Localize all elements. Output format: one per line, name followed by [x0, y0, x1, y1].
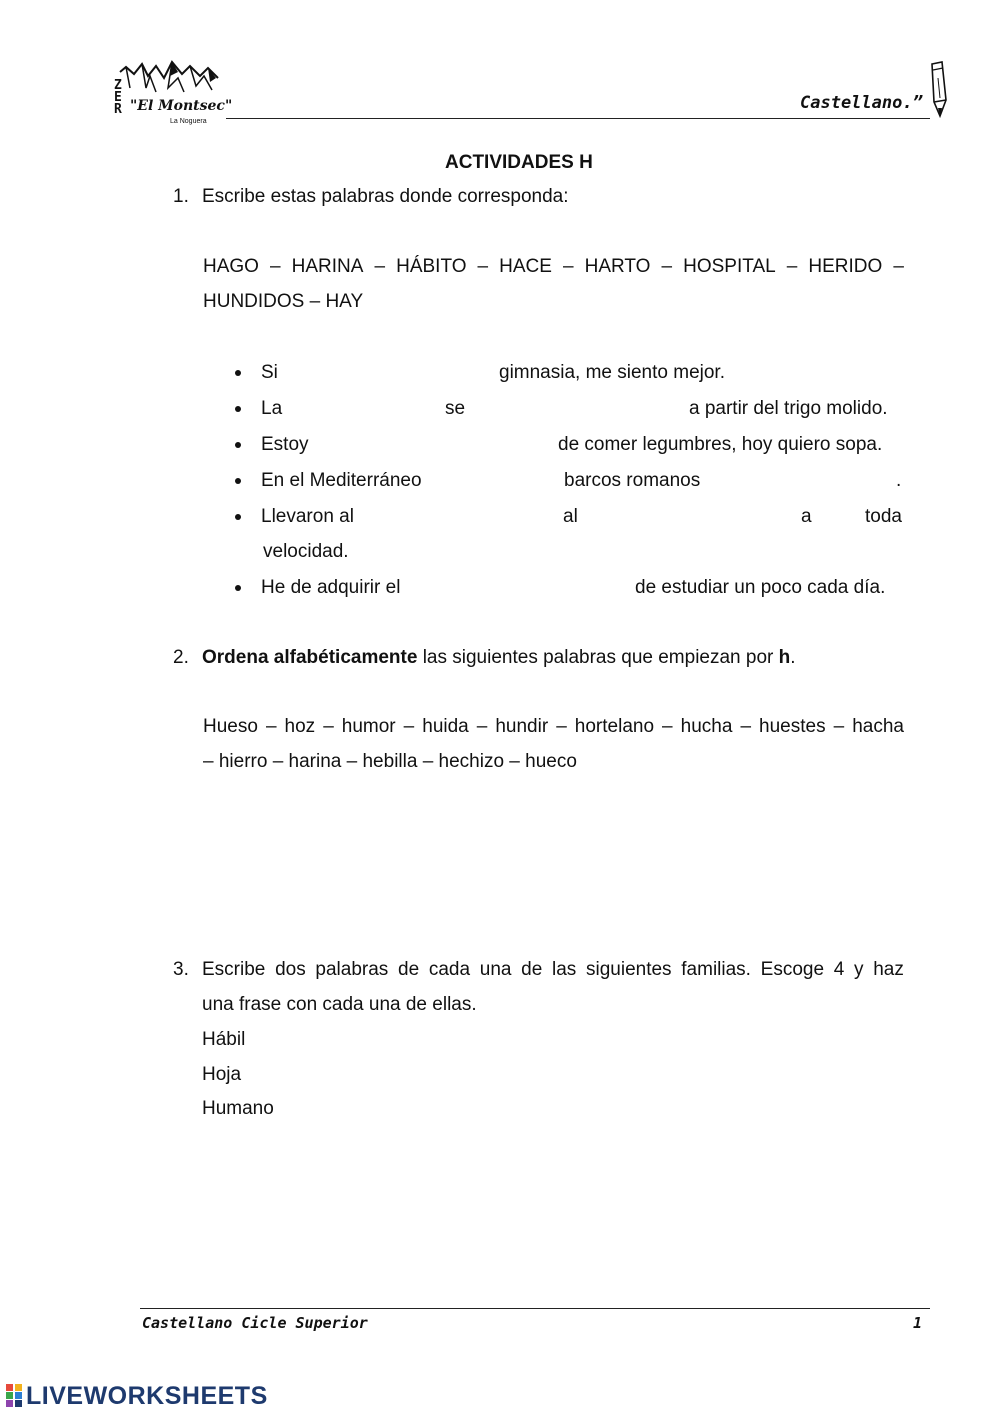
instruction-end: .	[790, 647, 796, 668]
logo-letter: E	[114, 90, 122, 105]
instruction-word: haz	[873, 959, 904, 980]
sentence-part: .	[896, 470, 902, 491]
instruction-word: familias.	[681, 959, 751, 980]
sentence-part: En el Mediterráneo	[261, 470, 422, 491]
word-item: huida	[422, 716, 469, 737]
family-word: Hoja	[202, 1064, 242, 1085]
word-item: huestes	[759, 716, 826, 737]
footer-course: Castellano Cicle Superior	[142, 1314, 368, 1332]
instruction-word: palabras	[315, 959, 389, 980]
word-bank-dash: –	[270, 256, 281, 277]
bullet	[235, 370, 241, 376]
logo-name: "El Montsec"	[130, 98, 233, 114]
word-item: humor	[341, 716, 396, 737]
logo-vertical-letters	[114, 80, 126, 116]
sentence-part: Si	[261, 362, 278, 383]
word-dash: –	[740, 716, 752, 737]
sentence-part: barcos romanos	[564, 470, 701, 491]
instruction-word: de	[398, 959, 420, 980]
word-item: hortelano	[574, 716, 655, 737]
word-bank-dash: –	[893, 256, 904, 277]
word-bank-dash: –	[374, 256, 386, 277]
header-rule	[226, 118, 930, 119]
sentence-part: velocidad.	[263, 541, 349, 562]
word-list-line	[203, 716, 904, 738]
word-bank-dash: –	[786, 256, 798, 277]
bullet	[235, 442, 241, 448]
liveworksheets-text: LIVEWORKSHEETS	[26, 1382, 268, 1410]
instruction-word: Escribe	[202, 959, 266, 980]
instruction-word: las	[552, 959, 577, 980]
instruction-word: siguientes	[586, 959, 672, 980]
word-list-line-2: – hierro – harina – hebilla – hechizo – hueco	[203, 751, 577, 772]
word-bank-line-2: HUNDIDOS – HAY	[203, 291, 364, 312]
instruction-letter: h	[778, 647, 791, 668]
instruction-emphasis: Ordena alfabéticamente	[202, 647, 418, 668]
bullet	[235, 406, 241, 412]
exercise-number: 3.	[173, 959, 189, 980]
word-bank-dash: –	[563, 256, 574, 277]
instruction-word: Escoge	[760, 959, 825, 980]
exercise-number: 2.	[173, 647, 189, 668]
word-item: hundir	[495, 716, 549, 737]
instruction-word: y	[854, 959, 864, 980]
family-word: Hábil	[202, 1029, 246, 1050]
exercise-instruction-line	[202, 959, 904, 981]
page-number: 1	[913, 1314, 923, 1332]
bullet	[235, 585, 241, 591]
school-logo	[112, 58, 233, 130]
word-dash: –	[556, 716, 567, 737]
word-dash: –	[833, 716, 845, 737]
instruction-text: las siguientes palabras que empiezan por	[417, 647, 779, 668]
word-dash: –	[403, 716, 415, 737]
word-dash: –	[265, 716, 277, 737]
pencil-icon	[928, 60, 948, 118]
word-bank-dash: –	[661, 256, 673, 277]
sentence-part: de comer legumbres, hoy quiero sopa.	[558, 434, 883, 455]
word-dash: –	[476, 716, 488, 737]
bullet	[235, 478, 241, 484]
word-dash: –	[323, 716, 334, 737]
word-item: Hueso	[203, 716, 258, 737]
word-bank-dash: –	[477, 256, 489, 277]
sentence-part: Estoy	[261, 434, 309, 455]
liveworksheets-logo	[6, 1382, 296, 1410]
word-item: hacha	[852, 716, 904, 737]
bullet	[235, 514, 241, 520]
exercise-instruction	[202, 647, 796, 669]
sentence-part: gimnasia, me siento mejor.	[499, 362, 725, 383]
exercise-number: 1.	[173, 186, 189, 207]
sentence-part: se	[445, 398, 466, 419]
word-bank-item: HERIDO	[808, 256, 883, 277]
instruction-word: 4	[833, 959, 845, 980]
footer-rule	[140, 1308, 930, 1309]
word-bank-line	[203, 256, 904, 278]
sentence-part: a partir del trigo molido.	[689, 398, 888, 419]
word-bank-item: HÁBITO	[396, 256, 467, 277]
subject-title: Castellano.”	[800, 93, 923, 113]
sentence-part: de estudiar un poco cada día.	[635, 577, 886, 598]
sentence-part: Llevaron al	[261, 506, 354, 527]
word-bank-item: HOSPITAL	[683, 256, 776, 277]
word-bank-item: HARINA	[291, 256, 364, 277]
word-bank-item: HARTO	[584, 256, 651, 277]
sentence-part: toda	[865, 506, 902, 527]
liveworksheets-icon	[6, 1384, 24, 1406]
instruction-word: una	[479, 959, 512, 980]
instruction-word: dos	[275, 959, 306, 980]
family-word: Humano	[202, 1098, 274, 1119]
logo-letter: R	[114, 102, 122, 117]
word-dash: –	[662, 716, 673, 737]
exercise-instruction: Escribe estas palabras donde corresponda:	[202, 186, 569, 207]
sentence-part: He de adquirir el	[261, 577, 401, 598]
instruction-word: de	[521, 959, 543, 980]
exercise-instruction-line-2: una frase con cada una de ellas.	[202, 994, 477, 1015]
instruction-word: cada	[428, 959, 471, 980]
sentence-part: al	[563, 506, 578, 527]
sentence-part: La	[261, 398, 283, 419]
page-title: ACTIVIDADES H	[445, 152, 593, 173]
word-bank-item: HAGO	[203, 256, 259, 277]
logo-subtitle: La Noguera	[170, 118, 207, 125]
word-item: hoz	[284, 716, 316, 737]
sentence-part: a	[801, 506, 812, 527]
word-bank-item: HACE	[499, 256, 552, 277]
word-item: hucha	[680, 716, 733, 737]
logo-letter: Z	[114, 78, 122, 93]
